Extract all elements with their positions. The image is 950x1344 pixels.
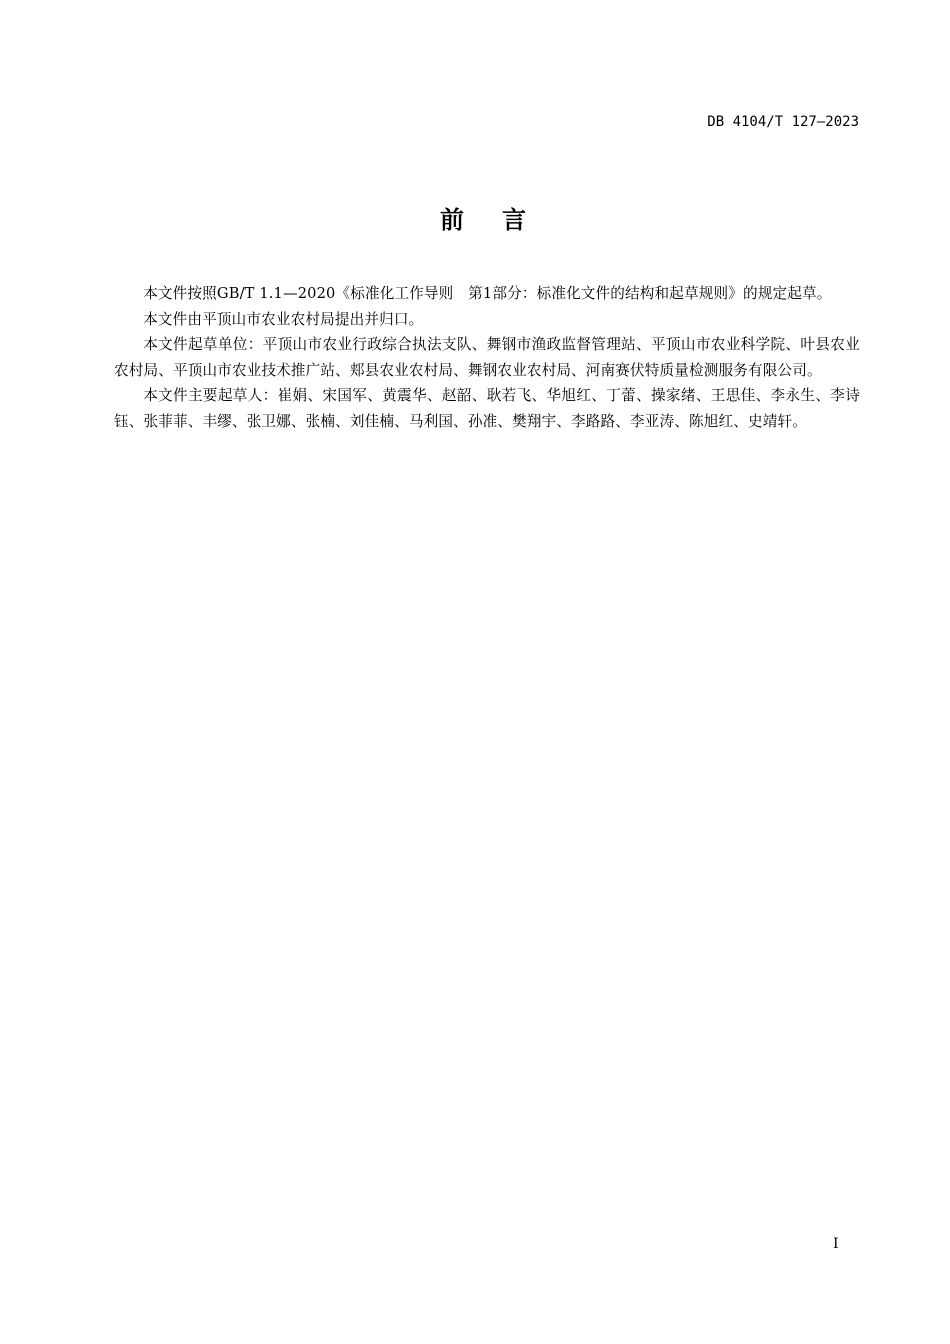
paragraph-drafting-units: 本文件起草单位：平顶山市农业行政综合执法支队、舞钢市渔政监督管理站、平顶山市农业科学院、叶县农业农村局、平顶山市农业技术推广站、郏县农业农村局、舞钢农业农村局、河南赛伏特质量检测服务有限公司。 — [114, 336, 860, 379]
paragraph-drafters: 本文件主要起草人：崔娟、宋国军、黄震华、赵韶、耿若飞、华旭红、丁蕾、操家绪、王思佳、李永生、李诗钰、张菲菲、丰缪、张卫娜、张楠、刘佳楠、马利国、孙准、樊翔宇、李路路、李亚涛、陈旭红、史靖轩。 — [114, 387, 860, 430]
paragraph-proposer: 本文件由平顶山市农业农村局提出并归口。 — [143, 310, 424, 328]
document-code: DB 4104/T 127—2023 — [707, 114, 859, 130]
page-number: I — [833, 1236, 839, 1252]
page-title: 前言 — [440, 206, 564, 234]
paragraph-drafting-rules: 本文件按照GB/T 1.1—2020《标准化工作导则 第1部分：标准化文件的结构和起草规则》的规定起草。 — [143, 285, 832, 302]
document-body — [114, 281, 860, 434]
